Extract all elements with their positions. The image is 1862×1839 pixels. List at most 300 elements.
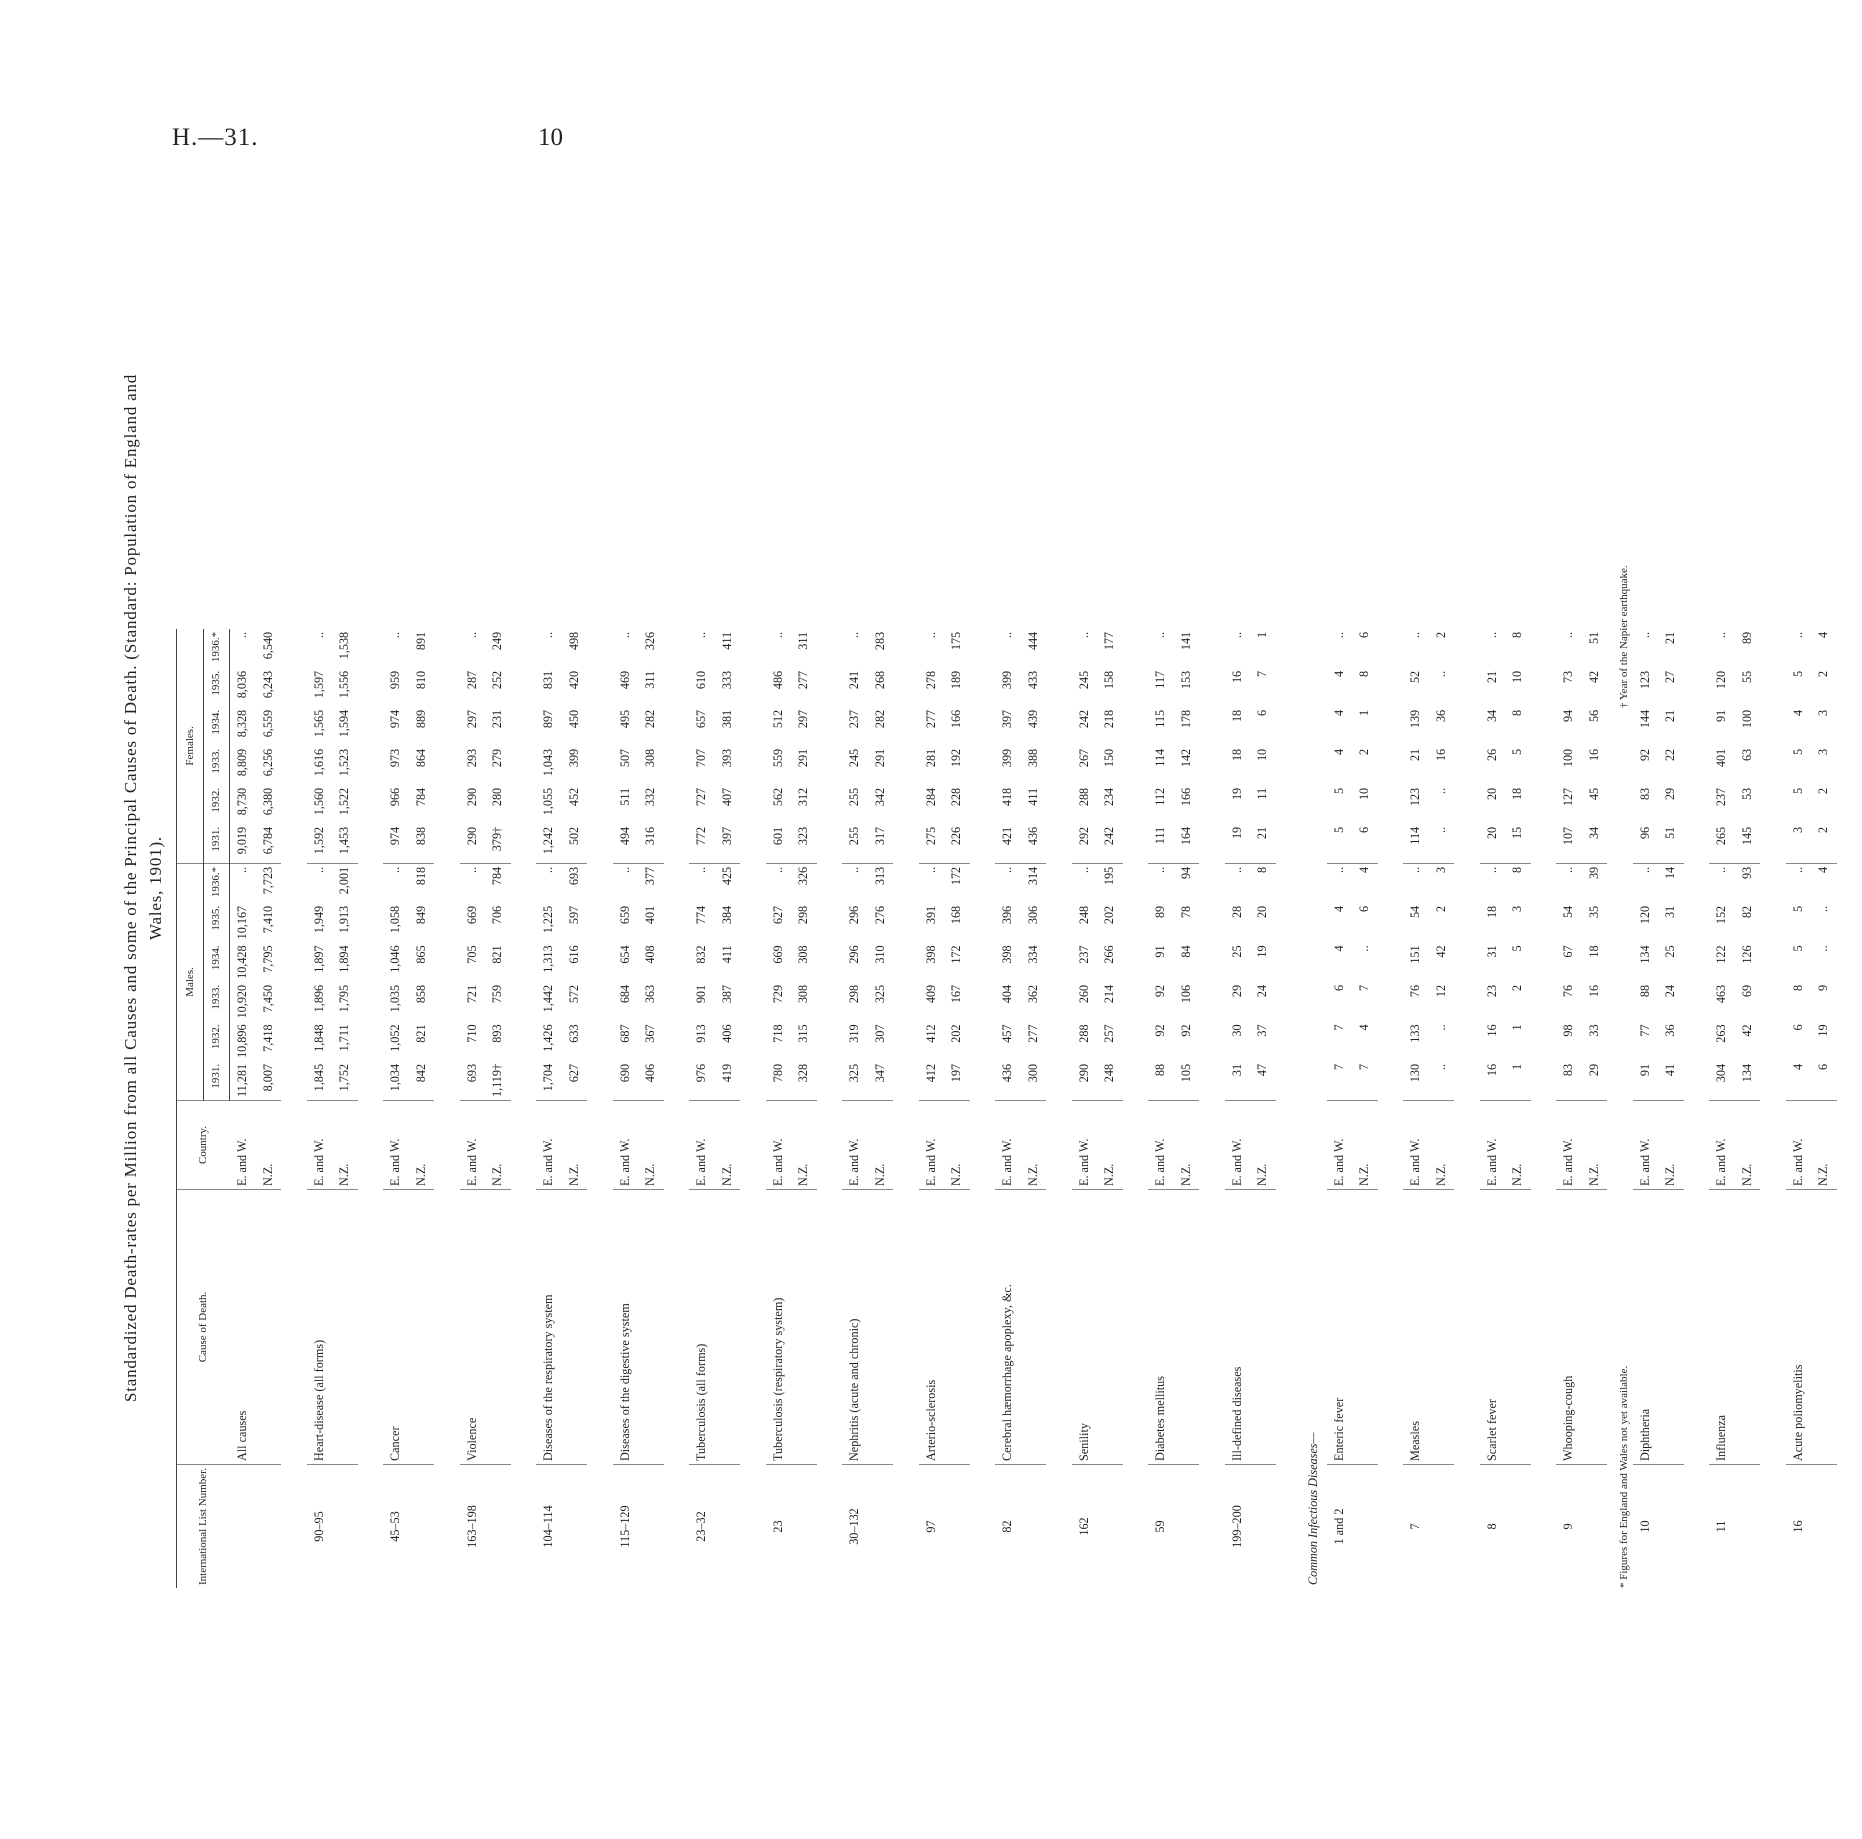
cell-international-list-number	[1582, 1465, 1608, 1589]
cell-females-rate: 279	[490, 748, 505, 768]
cell-males-rate: 288	[1076, 1024, 1091, 1043]
cell-females-rate: 4	[1331, 709, 1346, 716]
cell-international-list-number	[409, 1465, 435, 1589]
cell-females-rate: 166	[949, 709, 964, 729]
cell-males-rate: 5	[1790, 905, 1805, 912]
cell-males-rate: 1,949	[311, 905, 326, 934]
cell-country: E. and W.	[766, 1101, 792, 1190]
cell-males-rate: 16	[1484, 1024, 1499, 1037]
table-row	[1735, 629, 1761, 1588]
cell-country: N.Z.	[1174, 1101, 1200, 1190]
cell-males-rate: 387	[719, 984, 734, 1004]
cell-males-rate: 659	[617, 905, 632, 925]
cell-females-rate: 21	[1250, 824, 1276, 864]
cell-cause	[1097, 1190, 1123, 1465]
cell-cause: Heart-disease (all forms)	[307, 1190, 333, 1465]
cell-international-list-number	[1735, 1465, 1761, 1589]
header-males-year: 1931.	[203, 1061, 230, 1101]
cell-females-rate: 2	[1357, 748, 1372, 755]
cell-females-rate: 498	[566, 631, 581, 651]
cell-females-rate: 831	[541, 670, 556, 690]
cell-males-rate: 457	[1000, 1024, 1015, 1043]
cell-males-rate: 167	[949, 984, 964, 1004]
cell-females-rate: 277	[923, 709, 938, 729]
cell-country: E. and W.	[1327, 1101, 1353, 1190]
cell-international-list-number	[1429, 1465, 1455, 1589]
cell-males-rate: 4	[1331, 905, 1346, 912]
cell-males-rate: 134	[1735, 1061, 1761, 1101]
cell-males-rate: 172	[949, 866, 964, 886]
cell-country: E. and W.	[230, 1101, 256, 1190]
cell-females-rate: 9,019	[230, 824, 256, 864]
cell-females-rate: 433	[1025, 670, 1040, 690]
cell-females-rate: 444	[1025, 631, 1040, 651]
cell-females-rate: 311	[643, 670, 658, 689]
cell-females-rate: 166	[1178, 787, 1193, 807]
row-spacer	[1378, 629, 1404, 1588]
cell-females-rate: 1,055	[541, 787, 556, 816]
cell-cause: Diabetes mellitus	[1148, 1190, 1174, 1465]
cell-females-rate: 19	[1225, 824, 1251, 864]
cell-cause	[1429, 1190, 1455, 1465]
cell-females-rate: 22	[1663, 748, 1678, 762]
cell-country: N.Z.	[562, 1101, 588, 1190]
cell-females-rate: 241	[847, 670, 862, 690]
cell-country: E. and W.	[995, 1101, 1021, 1190]
spacer-cell	[970, 1465, 996, 1589]
cell-females-rate: 3	[1816, 709, 1831, 716]
cell-females-rate: 252	[490, 670, 505, 690]
cell-males-rate: 172	[949, 945, 964, 964]
cell-males-rate: 122	[1714, 945, 1729, 964]
cell-males-rate: 24	[1255, 984, 1270, 998]
cell-males-rate: 31	[1225, 1061, 1251, 1101]
cell-females-rate: 16	[1433, 748, 1448, 762]
cell-males-rate: 705	[464, 945, 479, 964]
cell-international-list-number: 11	[1714, 1520, 1729, 1533]
table-row	[536, 629, 562, 1588]
cell-males-rate: 976	[689, 1061, 715, 1101]
cell-females-rate: 144	[1637, 709, 1652, 729]
cell-males-rate: 84	[1178, 945, 1193, 958]
cell-males-rate: 10,428	[235, 945, 250, 979]
cell-females-rate: 4	[1331, 670, 1346, 677]
cell-females-rate: ..	[311, 631, 326, 638]
cell-males-rate: 718	[770, 1024, 785, 1043]
cell-females-rate: ..	[388, 631, 403, 638]
cell-females-rate: 486	[770, 670, 785, 690]
cell-cause: Diphtheria	[1633, 1190, 1659, 1465]
cell-cause	[485, 1190, 511, 1465]
cell-females-rate: 407	[719, 787, 734, 807]
cell-cause: Whooping-cough	[1556, 1190, 1582, 1465]
cell-males-rate: 266	[1102, 945, 1117, 964]
cell-females-rate: 178	[1178, 709, 1193, 729]
cell-cause	[868, 1190, 894, 1465]
cell-females-rate: 10	[1357, 787, 1372, 801]
cell-males-rate: 237	[1076, 945, 1091, 964]
cell-international-list-number: 163–198	[464, 1505, 479, 1548]
death-rates-table	[176, 629, 1862, 1588]
cell-females-rate: 3	[1786, 824, 1812, 864]
cell-males-rate: 277	[1025, 1024, 1040, 1043]
cell-males-rate: 14	[1663, 866, 1678, 880]
cell-males-rate: 5	[1510, 945, 1525, 952]
cell-females-rate: ..	[1000, 631, 1015, 638]
row-spacer	[1837, 629, 1862, 1588]
cell-cause	[944, 1190, 970, 1465]
table-title	[118, 178, 168, 1598]
cell-females-rate: 4	[1790, 709, 1805, 716]
cell-international-list-number: 10	[1637, 1520, 1652, 1533]
cell-males-rate: 76	[1408, 984, 1423, 998]
cell-females-rate: 2	[1816, 670, 1831, 677]
cell-males-rate: 858	[413, 984, 428, 1004]
cell-males-rate: 901	[694, 984, 709, 1004]
cell-females-rate: 297	[796, 709, 811, 729]
cell-females-rate: 63	[1739, 748, 1754, 762]
header-females-year: 1934.	[203, 707, 230, 746]
cell-males-rate: 276	[872, 905, 887, 925]
cell-country: N.Z.	[638, 1101, 664, 1190]
cell-males-rate: 7	[1357, 984, 1372, 991]
cell-country: N.Z.	[1505, 1101, 1531, 1190]
cell-females-rate: 53	[1739, 787, 1754, 801]
cell-males-rate: 326	[796, 866, 811, 886]
cell-males-rate: 202	[1102, 905, 1117, 925]
cell-country: N.Z.	[1021, 1101, 1047, 1190]
cell-international-list-number: 9	[1561, 1523, 1576, 1530]
table-title-line-1: Standardized Death-rates per Million from all Causes and some of the Principal Causes of Death. (Standard: Population of England and	[121, 373, 140, 1403]
table-row	[1097, 629, 1123, 1588]
cell-females-rate: 559	[770, 748, 785, 768]
cell-cause: Arterio-sclerosis	[919, 1190, 945, 1465]
cell-females-rate: 1,538	[337, 631, 352, 660]
cell-females-rate: 381	[719, 709, 734, 729]
cell-males-rate: 42	[1433, 945, 1448, 958]
cell-males-rate: 325	[842, 1061, 868, 1101]
cell-males-rate: 1,058	[388, 905, 403, 934]
table-row	[1658, 629, 1684, 1588]
cell-females-rate: 5	[1331, 787, 1346, 794]
cell-females-rate: 21	[1408, 748, 1423, 762]
cell-males-rate: ..	[770, 866, 785, 873]
cell-females-rate: 1,616	[311, 748, 326, 777]
cell-international-list-number	[868, 1465, 894, 1589]
cell-males-rate: 30	[1229, 1024, 1244, 1037]
table-title-line-2: Wales, 1901).	[146, 836, 165, 940]
cell-males-rate: 1,848	[311, 1024, 326, 1052]
cell-international-list-number: 7	[1408, 1523, 1423, 1530]
cell-females-rate: 94	[1561, 709, 1576, 723]
cell-females-rate: 158	[1102, 670, 1117, 690]
cell-males-rate: 16	[1586, 984, 1601, 998]
cell-females-rate: 6,559	[260, 709, 275, 738]
cell-males-rate: 298	[796, 905, 811, 925]
cell-females-rate: 291	[796, 748, 811, 768]
cell-international-list-number: 97	[923, 1520, 938, 1533]
cell-females-rate: 411	[719, 631, 734, 650]
cell-males-rate: 6	[1331, 984, 1346, 991]
table-row	[995, 629, 1021, 1588]
cell-females-rate: ..	[923, 631, 938, 638]
cell-males-rate: 6	[1790, 1024, 1805, 1031]
cell-females-rate: 237	[847, 709, 862, 729]
cell-males-rate: 8	[1790, 984, 1805, 991]
cell-males-rate: 1,752	[332, 1061, 358, 1101]
table-row	[307, 629, 333, 1588]
cell-males-rate: 88	[1148, 1061, 1174, 1101]
cell-females-rate: 115	[1153, 709, 1168, 728]
cell-females-rate: 16	[1586, 748, 1601, 762]
table-row	[1633, 629, 1659, 1588]
cell-males-rate: ..	[1637, 866, 1652, 873]
cell-females-rate: 6,784	[256, 824, 282, 864]
cell-males-rate: 33	[1586, 1024, 1601, 1037]
spacer-cell	[893, 1465, 919, 1589]
cell-males-rate: 1,035	[388, 984, 403, 1013]
cell-country: E. and W.	[1633, 1101, 1659, 1190]
cell-males-rate: 654	[617, 945, 632, 964]
cell-males-rate: 1,052	[388, 1024, 403, 1052]
cell-females-rate: 34	[1582, 824, 1608, 864]
cell-males-rate: 10,167	[235, 905, 250, 940]
cell-country: E. and W.	[460, 1101, 486, 1190]
cell-males-rate: 1,896	[311, 984, 326, 1013]
cell-international-list-number: 59	[1153, 1520, 1168, 1533]
header-females: Females.	[177, 629, 204, 864]
cell-males-rate: 307	[872, 1024, 887, 1043]
cell-males-rate: 684	[617, 984, 632, 1004]
cell-males-rate: 7,723	[260, 866, 275, 895]
cell-males-rate: 412	[919, 1061, 945, 1101]
cell-males-rate: 409	[923, 984, 938, 1004]
cell-males-rate: 67	[1561, 945, 1576, 958]
cell-males-rate: 23	[1484, 984, 1499, 998]
cell-males-rate: 693	[566, 866, 581, 886]
cell-males-rate: 1,313	[541, 945, 556, 973]
cell-international-list-number	[1658, 1465, 1684, 1589]
cell-females-rate: 974	[388, 709, 403, 729]
cell-international-list-number	[944, 1465, 970, 1589]
cell-males-rate: 195	[1102, 866, 1117, 886]
cell-females-rate: 897	[541, 709, 556, 729]
cell-country: E. and W.	[919, 1101, 945, 1190]
table-row	[613, 629, 639, 1588]
cell-international-list-number	[256, 1465, 282, 1589]
cell-males-rate: 2	[1433, 905, 1448, 912]
cell-females-rate: 399	[1000, 670, 1015, 690]
cell-females-rate: 8,809	[235, 748, 250, 777]
row-spacer	[434, 629, 460, 1588]
cell-females-rate: 11	[1255, 787, 1270, 800]
cell-females-rate: 1,594	[337, 709, 352, 738]
table-row	[944, 629, 970, 1588]
cell-males-rate: 406	[719, 1024, 734, 1043]
cell-females-rate: 164	[1174, 824, 1200, 864]
cell-males-rate: ..	[1408, 866, 1423, 873]
cell-females-rate: 1,043	[541, 748, 556, 777]
table-row	[1811, 629, 1837, 1588]
cell-females-rate: 290	[460, 824, 486, 864]
cell-cause	[332, 1190, 358, 1465]
cell-males-rate: 126	[1739, 945, 1754, 964]
cell-males-rate: 690	[613, 1061, 639, 1101]
cell-females-rate: 141	[1178, 631, 1193, 651]
cell-males-rate: 8	[1510, 866, 1525, 873]
table-row	[1072, 629, 1098, 1588]
spacer-cell	[740, 1465, 766, 1589]
header-males-year: 1932.	[203, 1021, 230, 1061]
cell-females-rate: 56	[1586, 709, 1601, 723]
cell-females-rate: 21	[1484, 670, 1499, 684]
cell-females-rate: 231	[490, 709, 505, 729]
cell-males-rate: 77	[1637, 1024, 1652, 1037]
cell-females-rate: 100	[1739, 709, 1754, 729]
cell-males-rate: 202	[949, 1024, 964, 1043]
cell-males-rate: 5	[1790, 945, 1805, 952]
cell-males-rate: 10,896	[235, 1024, 250, 1058]
table-row	[791, 629, 817, 1588]
cell-females-rate: 312	[796, 787, 811, 807]
cell-males-rate: 7,418	[260, 1024, 275, 1052]
footnote-star: * Figures for England and Wales not yet available.	[1618, 1365, 1630, 1588]
cell-females-rate: 89	[1739, 631, 1754, 645]
cell-males-rate: ..	[1714, 866, 1729, 873]
cell-females-rate: 495	[617, 709, 632, 729]
cell-females-rate: 275	[919, 824, 945, 864]
cell-males-rate: ..	[388, 866, 403, 873]
cell-males-rate: 25	[1229, 945, 1244, 958]
cell-males-rate: 7,795	[260, 945, 275, 973]
cell-females-rate: 19	[1229, 787, 1244, 801]
cell-cause: Influenza	[1709, 1190, 1735, 1465]
section-infectious-diseases: Common Infectious Diseases—	[1306, 1432, 1321, 1585]
cell-females-rate: 6,256	[260, 748, 275, 777]
cell-males-rate: ..	[1331, 866, 1346, 873]
table-row	[1709, 629, 1735, 1588]
cell-females-rate: 18	[1510, 787, 1525, 801]
cell-females-rate: 290	[464, 787, 479, 807]
cell-males-rate: 849	[413, 905, 428, 925]
cell-cause: Diseases of the respiratory system	[536, 1190, 562, 1465]
spacer-cell	[358, 1465, 384, 1589]
footnote-dagger: † Year of the Napier earthquake.	[1618, 565, 1630, 708]
cell-males-rate: 9	[1816, 984, 1831, 991]
cell-males-rate: 633	[566, 1024, 581, 1043]
cell-males-rate: 12	[1433, 984, 1448, 998]
cell-females-rate: 1,453	[332, 824, 358, 864]
cell-males-rate: 2,001	[337, 866, 352, 895]
cell-males-rate: 31	[1663, 905, 1678, 919]
cell-international-list-number: 30–132	[847, 1508, 862, 1545]
cell-females-rate: 245	[847, 748, 862, 768]
cell-country: N.Z.	[1811, 1101, 1837, 1190]
cell-females-rate: 267	[1076, 748, 1091, 768]
cell-females-rate: 292	[1072, 824, 1098, 864]
cell-females-rate: 502	[562, 824, 588, 864]
cell-males-rate: 92	[1153, 1024, 1168, 1037]
cell-females-rate: 283	[872, 631, 887, 651]
cell-cause: Scarlet fever	[1480, 1190, 1506, 1465]
cell-females-rate: 127	[1561, 787, 1576, 807]
cell-females-rate: 511	[617, 787, 632, 806]
table-row	[766, 629, 792, 1588]
cell-cause: Ill-defined diseases	[1225, 1190, 1251, 1465]
cell-females-rate: ..	[1408, 631, 1423, 638]
cell-international-list-number: 16	[1790, 1520, 1805, 1533]
cell-males-rate: 7	[1331, 1024, 1346, 1031]
cell-females-rate: 1,592	[307, 824, 333, 864]
table-row	[230, 629, 256, 1588]
cell-country: E. and W.	[1480, 1101, 1506, 1190]
cell-males-rate: 3	[1510, 905, 1525, 912]
cell-females-rate: 512	[770, 709, 785, 729]
cell-males-rate: 669	[770, 945, 785, 964]
cell-females-rate: 281	[923, 748, 938, 768]
table-row	[1403, 629, 1429, 1588]
cell-females-rate: 420	[566, 670, 581, 690]
cell-males-rate: 19	[1255, 945, 1270, 958]
cell-females-rate: ..	[1561, 631, 1576, 638]
cell-females-rate: 657	[694, 709, 709, 729]
cell-females-rate: 280	[490, 787, 505, 807]
cell-females-rate: 772	[689, 824, 715, 864]
cell-females-rate: 974	[383, 824, 409, 864]
cell-males-rate: 729	[770, 984, 785, 1004]
cell-females-rate: 145	[1735, 824, 1761, 864]
cell-females-rate: 4	[1331, 748, 1346, 755]
table-row	[383, 629, 409, 1588]
cell-females-rate: 450	[566, 709, 581, 729]
cell-females-rate: 5	[1327, 824, 1353, 864]
cell-females-rate: 332	[643, 787, 658, 807]
cell-males-rate: 377	[643, 866, 658, 886]
cell-country: E. and W.	[1709, 1101, 1735, 1190]
cell-country: N.Z.	[1097, 1101, 1123, 1190]
section-row	[1301, 629, 1327, 1588]
cell-males-rate: 759	[490, 984, 505, 1004]
cell-females-rate: ..	[1637, 631, 1652, 638]
cell-country: N.Z.	[485, 1101, 511, 1190]
cell-country: N.Z.	[1658, 1101, 1684, 1190]
cell-males-rate: ..	[1429, 1061, 1455, 1101]
cell-country: E. and W.	[1556, 1101, 1582, 1190]
cell-females-rate: 242	[1097, 824, 1123, 864]
cell-males-rate: 710	[464, 1024, 479, 1043]
cell-females-rate: 237	[1714, 787, 1729, 807]
table-row	[256, 629, 282, 1588]
cell-cause: Senility	[1072, 1190, 1098, 1465]
cell-females-rate: 342	[872, 787, 887, 807]
cell-males-rate: 260	[1076, 984, 1091, 1004]
cell-females-rate: 293	[464, 748, 479, 768]
cell-males-rate: 7,450	[260, 984, 275, 1013]
spacer-cell	[587, 1465, 613, 1589]
cell-males-rate: 94	[1178, 866, 1193, 880]
cell-males-rate: 31	[1484, 945, 1499, 958]
header-females-year: 1935.	[203, 668, 230, 707]
cell-females-rate: 8	[1510, 631, 1525, 638]
cell-females-rate: 16	[1229, 670, 1244, 684]
header-cause-of-death: Cause of Death.	[177, 1190, 230, 1465]
cell-males-rate: 308	[796, 945, 811, 964]
cell-females-rate: 1,242	[536, 824, 562, 864]
cell-males-rate: 597	[566, 905, 581, 925]
cell-males-rate: 1,897	[311, 945, 326, 973]
cell-males-rate: 1,845	[307, 1061, 333, 1101]
table-row	[1327, 629, 1353, 1588]
